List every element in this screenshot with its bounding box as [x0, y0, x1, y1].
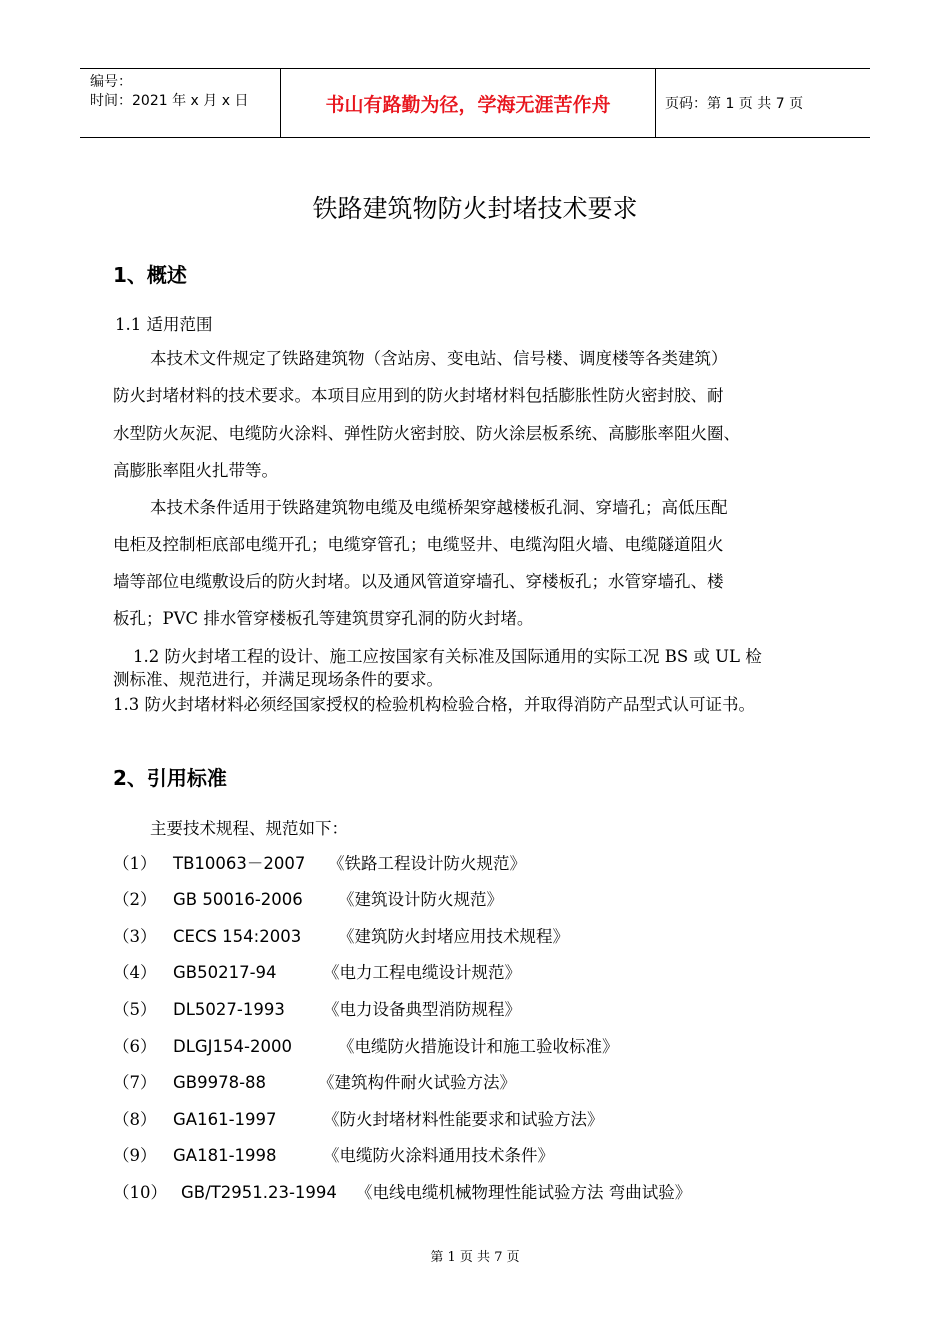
- para2-line: 板孔；PVC 排水管穿楼板孔等建筑贯穿孔洞的防火封堵。: [113, 609, 534, 628]
- reference-code: DL5027-1993: [173, 1000, 285, 1019]
- reference-code: GA161-1997: [173, 1110, 277, 1129]
- reference-item: [113, 889, 503, 911]
- page-footer: 第 1 页 共 7 页: [430, 1250, 520, 1265]
- subsection-1-1: 1.1 适用范围: [115, 315, 213, 334]
- reference-code: GB 50016-2006: [173, 890, 303, 909]
- item-1-3: 1.3 防火封堵材料必须经国家授权的检验机构检验合格，并取得消防产品型式认可证书。: [113, 695, 755, 714]
- reference-item: [113, 999, 521, 1021]
- item-1-2-line: 1.2 防火封堵工程的设计、施工应按国家有关标准及国际通用的实际工况 BS 或 UL 检: [133, 647, 762, 666]
- reference-code: CECS 154:2003: [173, 927, 302, 946]
- reference-item: [113, 1145, 554, 1167]
- reference-number: （3）: [113, 927, 157, 946]
- reference-number: （5）: [113, 1000, 157, 1019]
- para2-line: 本技术条件适用于铁路建筑物电缆及电缆桥架穿越楼板孔洞、穿墙孔；高低压配: [150, 498, 728, 517]
- reference-name: 《电线电缆机械物理性能试验方法 弯曲试验》: [356, 1183, 692, 1202]
- reference-number: （9）: [113, 1146, 157, 1165]
- para1-line: 本技术文件规定了铁路建筑物（含站房、变电站、信号楼、调度楼等各类建筑）: [150, 349, 728, 368]
- reference-name: 《电缆防火涂料通用技术条件》: [323, 1146, 554, 1165]
- reference-name: 《建筑设计防火规范》: [338, 890, 503, 909]
- reference-code: TB10063－2007: [173, 854, 306, 873]
- reference-item: [113, 1182, 691, 1204]
- reference-item: [113, 853, 526, 875]
- reference-name: 《电缆防火措施设计和施工验收标准》: [338, 1037, 619, 1056]
- reference-number: （10）: [113, 1183, 167, 1202]
- header-page-code: 页码：第 1 页 共 7 页: [665, 96, 804, 112]
- reference-number: （7）: [113, 1073, 157, 1092]
- section-1-heading: 1、概述: [113, 263, 187, 287]
- number-label: 编号：: [90, 74, 132, 90]
- reference-code: GA181-1998: [173, 1146, 277, 1165]
- reference-name: 《建筑构件耐火试验方法》: [318, 1073, 516, 1092]
- reference-name: 《防火封堵材料性能要求和试验方法》: [323, 1110, 604, 1129]
- section-2-heading: 2、引用标准: [113, 766, 227, 790]
- reference-number: （8）: [113, 1110, 157, 1129]
- reference-item: [113, 1109, 604, 1131]
- header-table: [80, 68, 870, 138]
- para2-line: 电柜及控制柜底部电缆开孔；电缆穿管孔；电缆竖井、电缆沟阻火墙、电缆隧道阻火: [113, 535, 724, 554]
- reference-name: 《电力工程电缆设计规范》: [323, 963, 521, 982]
- reference-code: GB/T2951.23-1994: [181, 1183, 337, 1202]
- header-motto: 书山有路勤为径，学海无涯苦作舟: [280, 69, 656, 137]
- para1-line: 水型防火灰泥、电缆防火涂料、弹性防火密封胶、防火涂层板系统、高膨胀率阻火圈、: [113, 424, 740, 443]
- reference-code: GB50217-94: [173, 963, 277, 982]
- reference-number: （6）: [113, 1037, 157, 1056]
- reference-name: 《铁路工程设计防火规范》: [328, 854, 526, 873]
- reference-item: [113, 926, 569, 948]
- reference-number: （2）: [113, 890, 157, 909]
- para1-line: 防火封堵材料的技术要求。本项目应用到的防火封堵材料包括膨胀性防火密封胶、耐: [113, 386, 724, 405]
- references-intro: 主要技术规程、规范如下：: [150, 819, 348, 838]
- reference-code: GB9978-88: [173, 1073, 267, 1092]
- item-1-2-line: 测标准、规范进行，并满足现场条件的要求。: [113, 670, 443, 689]
- time-label: 时间：2021 年 x 月 x 日: [90, 93, 249, 109]
- para2-line: 墙等部位电缆敷设后的防火封堵。以及通风管道穿墙孔、穿楼板孔；水管穿墙孔、楼: [113, 572, 724, 591]
- reference-item: [113, 962, 521, 984]
- header-meta: [80, 69, 280, 137]
- document-title: 铁路建筑物防火封堵技术要求: [312, 194, 638, 223]
- reference-item: [113, 1072, 516, 1094]
- reference-code: DLGJ154-2000: [173, 1037, 292, 1056]
- para1-line: 高膨胀率阻火扎带等。: [113, 461, 278, 480]
- reference-number: （1）: [113, 854, 157, 873]
- reference-item: [113, 1036, 619, 1058]
- reference-number: （4）: [113, 963, 157, 982]
- reference-name: 《电力设备典型消防规程》: [323, 1000, 521, 1019]
- reference-name: 《建筑防火封堵应用技术规程》: [338, 927, 569, 946]
